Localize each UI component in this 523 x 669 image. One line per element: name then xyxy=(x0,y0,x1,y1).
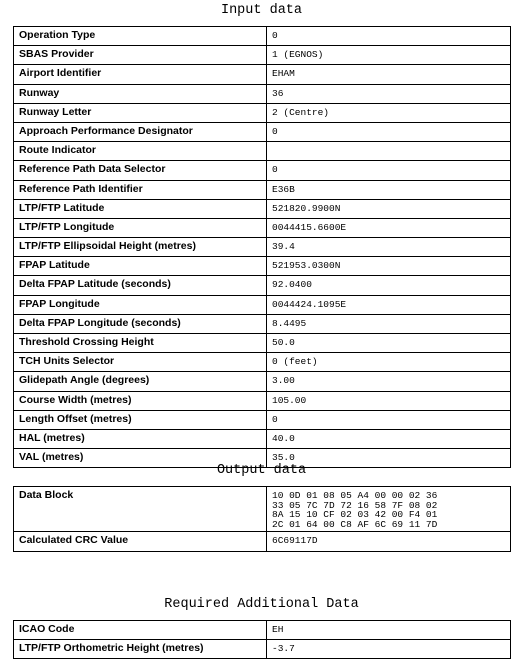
table-row xyxy=(14,353,511,372)
row-value: 92.0400 xyxy=(267,276,511,295)
row-label: Length Offset (metres) xyxy=(14,410,267,429)
table-row xyxy=(14,103,511,122)
row-value: 3.00 xyxy=(267,372,511,391)
output-data-title: Output data xyxy=(216,463,307,478)
table-row xyxy=(14,334,511,353)
row-label: LTP/FTP Latitude xyxy=(14,199,267,218)
table-row xyxy=(14,142,511,161)
row-label: Threshold Crossing Height xyxy=(14,334,267,353)
row-value: 105.00 xyxy=(267,391,511,410)
row-value: 521820.9900N xyxy=(267,199,511,218)
table-row xyxy=(14,410,511,429)
row-label: VAL (metres) xyxy=(14,449,267,468)
row-value: 0044415.6600E xyxy=(267,218,511,237)
row-value: 521953.0300N xyxy=(267,257,511,276)
table-row xyxy=(14,180,511,199)
row-label: Approach Performance Designator xyxy=(14,122,267,141)
table-row xyxy=(14,199,511,218)
table-row xyxy=(14,429,511,448)
row-label: HAL (metres) xyxy=(14,429,267,448)
input-data-title: Input data xyxy=(220,3,302,18)
table-row xyxy=(14,372,511,391)
row-label: ICAO Code xyxy=(14,621,267,640)
table-row xyxy=(14,161,511,180)
data-block-value: 10 0D 01 08 05 A4 00 00 02 36 33 05 7C 7D 72 16 58 7F 08 02 8A 15 10 CF 02 03 42 00 F4 01 2C 01 64 00 C8 AF 6C 69 11 7D xyxy=(267,487,511,532)
table-row xyxy=(14,276,511,295)
row-value: 0 xyxy=(267,122,511,141)
row-label: Delta FPAP Longitude (seconds) xyxy=(14,314,267,333)
row-label: TCH Units Selector xyxy=(14,353,267,372)
row-value: EHAM xyxy=(267,65,511,84)
row-label: Operation Type xyxy=(14,27,267,46)
row-value: 50.0 xyxy=(267,334,511,353)
row-label: Runway Letter xyxy=(14,103,267,122)
crc-value: 6C69117D xyxy=(267,532,511,551)
table-row xyxy=(14,295,511,314)
additional-data-table xyxy=(13,620,511,659)
table-row xyxy=(14,487,511,532)
row-value: E36B xyxy=(267,180,511,199)
row-value: 8.4495 xyxy=(267,314,511,333)
input-data-table xyxy=(13,26,511,468)
row-label: LTP/FTP Longitude xyxy=(14,218,267,237)
row-label: Route Indicator xyxy=(14,142,267,161)
table-row xyxy=(14,257,511,276)
table-row xyxy=(14,84,511,103)
table-row xyxy=(14,314,511,333)
crc-label: Calculated CRC Value xyxy=(14,532,267,551)
row-value: 36 xyxy=(267,84,511,103)
row-value: -3.7 xyxy=(267,640,511,659)
row-value: 0044424.1095E xyxy=(267,295,511,314)
row-label: FPAP Longitude xyxy=(14,295,267,314)
row-label: Delta FPAP Latitude (seconds) xyxy=(14,276,267,295)
output-data-table xyxy=(13,486,511,552)
table-row xyxy=(14,532,511,551)
row-label: Reference Path Identifier xyxy=(14,180,267,199)
row-value: 1 (EGNOS) xyxy=(267,46,511,65)
row-value: 0 (feet) xyxy=(267,353,511,372)
row-value: 0 xyxy=(267,27,511,46)
row-value: EH xyxy=(267,621,511,640)
data-block-label: Data Block xyxy=(14,487,267,532)
row-value: 0 xyxy=(267,161,511,180)
row-label: Glidepath Angle (degrees) xyxy=(14,372,267,391)
table-row xyxy=(14,65,511,84)
additional-data-title: Required Additional Data xyxy=(164,597,359,612)
table-row xyxy=(14,391,511,410)
table-row xyxy=(14,122,511,141)
row-label: Course Width (metres) xyxy=(14,391,267,410)
row-label: Runway xyxy=(14,84,267,103)
row-label: SBAS Provider xyxy=(14,46,267,65)
table-row xyxy=(14,621,511,640)
row-value xyxy=(267,142,511,161)
row-value: 2 (Centre) xyxy=(267,103,511,122)
row-label: FPAP Latitude xyxy=(14,257,267,276)
row-label: Airport Identifier xyxy=(14,65,267,84)
table-row xyxy=(14,46,511,65)
row-label: LTP/FTP Ellipsoidal Height (metres) xyxy=(14,238,267,257)
row-label: LTP/FTP Orthometric Height (metres) xyxy=(14,640,267,659)
table-row xyxy=(14,238,511,257)
table-row xyxy=(14,640,511,659)
table-row xyxy=(14,27,511,46)
row-value: 39.4 xyxy=(267,238,511,257)
table-row xyxy=(14,218,511,237)
row-value: 40.0 xyxy=(267,429,511,448)
row-label: Reference Path Data Selector xyxy=(14,161,267,180)
row-value: 0 xyxy=(267,410,511,429)
row-value: 35.0 xyxy=(267,449,511,468)
